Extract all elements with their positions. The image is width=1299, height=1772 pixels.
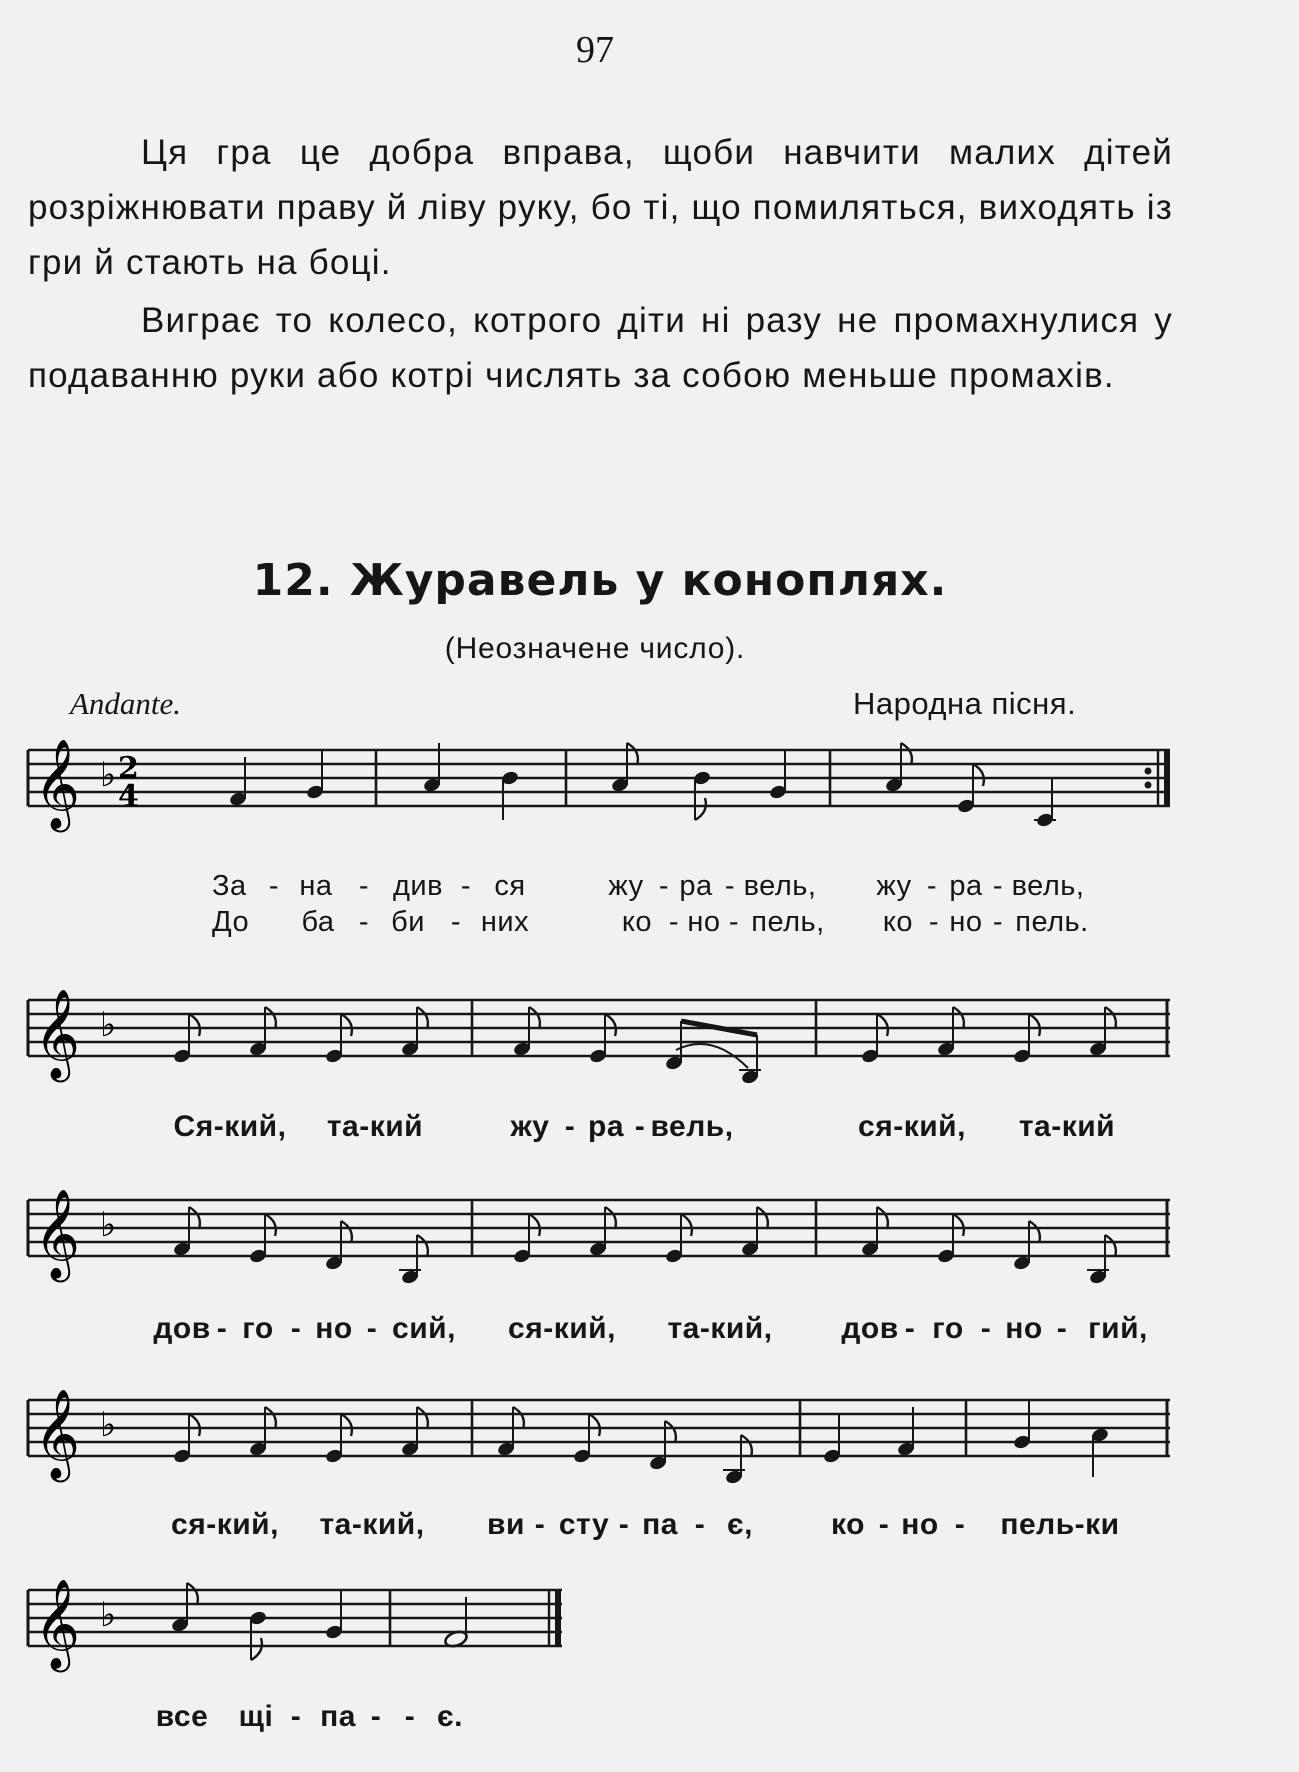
lyric-syllable: вель, <box>1011 870 1085 902</box>
staff-4 <box>0 1370 1299 1500</box>
lyric-syllable: ба <box>301 906 335 938</box>
paragraph-1: Ця гра це добра вправа, щоби навчити малих дітей розріжнювати праву й ліву руку, бо ті, що помиляться, виходять із гри й стають на боці. <box>28 133 1173 282</box>
notes-measure-2 <box>422 743 519 820</box>
lyric-syllable: та-кий <box>1018 1110 1116 1143</box>
lyric-hyphen: - <box>290 1312 302 1345</box>
notes-measure-2 <box>512 1007 761 1085</box>
lyric-hyphen: - <box>618 1508 630 1541</box>
lyric-syllable: сий, <box>392 1312 456 1345</box>
lyric-syllable: ра <box>587 1110 625 1143</box>
lyric-syllable: ра <box>679 870 713 902</box>
page-number: 97 <box>576 29 614 71</box>
lyric-hyphen: - <box>450 906 462 938</box>
lyric-syllable: та-кий, <box>667 1312 773 1345</box>
lyric-hyphen: - <box>980 1312 992 1345</box>
lyric-syllable: див <box>392 870 444 902</box>
lyric-hyphen: - <box>358 906 370 938</box>
lyric-syllable: сту <box>558 1508 610 1541</box>
treble-clef-icon: 𝄞 <box>34 1189 81 1279</box>
flat-sign-icon: ♭ <box>100 1205 117 1245</box>
lyric-hyphen: - <box>928 906 940 938</box>
lyric-hyphen: - <box>904 1312 916 1345</box>
lyric-syllable: жу <box>876 870 912 902</box>
lyric-syllable: вель, <box>650 1110 734 1143</box>
lyric-syllable: дов <box>153 1312 211 1345</box>
lyric-hyphen: - <box>992 906 1004 938</box>
treble-clef-icon: 𝄞 <box>34 1579 81 1669</box>
notes-measure-3 <box>610 743 787 820</box>
lyric-syllable: но <box>949 906 983 938</box>
treble-clef-icon: 𝄞 <box>34 1389 81 1479</box>
notes-measure-4 <box>1012 1400 1109 1477</box>
lyric-hyphen: - <box>564 1110 576 1143</box>
lyric-syllable: но <box>315 1312 353 1345</box>
lyric-hyphen: - <box>216 1312 228 1345</box>
lyric-hyphen: - <box>534 1508 546 1541</box>
lyric-hyphen: - <box>724 870 736 902</box>
lyric-hyphen: - <box>878 1508 890 1541</box>
notes-measure-4 <box>884 743 1056 828</box>
notes-measure-1 <box>170 1583 343 1660</box>
staff-5 <box>0 1560 1299 1690</box>
lyric-syllable: гий, <box>1088 1312 1148 1345</box>
lyric-syllable: них <box>480 906 530 938</box>
flat-sign-icon: ♭ <box>100 1005 117 1045</box>
staff-lines <box>28 750 1170 806</box>
lyric-hyphen: - <box>658 870 670 902</box>
lyric-syllable: За <box>212 870 247 902</box>
lyric-hyphen: - <box>634 1110 646 1143</box>
lyric-syllable: па <box>642 1508 678 1541</box>
lyric-syllable: го <box>242 1312 274 1345</box>
flat-sign-icon: ♭ <box>100 1595 117 1635</box>
lyric-hyphen: - <box>926 870 938 902</box>
notes-measure-1 <box>172 1207 427 1285</box>
lyric-syllable: все <box>155 1700 209 1733</box>
lyric-syllable: ся-кий, <box>508 1312 616 1345</box>
lyric-syllable: ко <box>882 906 914 938</box>
lyric-syllable: вель, <box>743 870 817 902</box>
lyric-hyphen: - <box>404 1700 416 1733</box>
song-subtitle: (Неозначене число). <box>444 632 746 665</box>
lyric-syllable: на <box>299 870 333 902</box>
flat-sign-icon: ♭ <box>100 1405 117 1445</box>
lyric-syllable: ра <box>949 870 983 902</box>
time-signature-top: 2 <box>118 751 139 786</box>
lyric-syllable: є, <box>727 1508 753 1541</box>
flat-sign-icon: ♭ <box>100 755 117 795</box>
staff-2 <box>0 970 1299 1100</box>
lyric-syllable: би <box>391 906 425 938</box>
lyric-hyphen: - <box>370 1700 382 1733</box>
lyric-hyphen: - <box>366 1312 378 1345</box>
lyric-syllable: пель, <box>751 906 825 938</box>
lyric-syllable: ся-кий, <box>171 1508 279 1541</box>
lyric-syllable: ви <box>487 1508 525 1541</box>
lyric-hyphen: - <box>728 906 740 938</box>
lyric-syllable: но <box>687 906 721 938</box>
lyric-syllable: дов <box>841 1312 899 1345</box>
lyric-syllable: го <box>932 1312 964 1345</box>
lyric-hyphen: - <box>290 1700 302 1733</box>
lyric-hyphen: - <box>268 870 280 902</box>
staff-1 <box>0 720 1299 850</box>
paragraph-2: Виграє то колесо, котрого діти ні разу не промахнулися у подаванню руки або котрі числять за собою меньше промахів. <box>28 301 1173 395</box>
notes-measure-3 <box>860 1207 1115 1285</box>
lyric-syllable: ко <box>831 1508 865 1541</box>
lyric-hyphen: - <box>358 870 370 902</box>
lyric-syllable: пель. <box>1015 906 1089 938</box>
lyric-syllable: та-кий <box>326 1110 424 1143</box>
treble-clef-icon: 𝄞 <box>34 739 81 829</box>
lyric-hyphen: - <box>1056 1312 1068 1345</box>
lyric-syllable: щі <box>238 1700 274 1733</box>
notes-measure-2 <box>496 1407 751 1485</box>
lyric-syllable: До <box>212 906 250 938</box>
lyric-syllable: жу <box>510 1110 550 1143</box>
lyric-syllable: пель-ки <box>1000 1508 1120 1541</box>
lyric-syllable: но <box>1005 1312 1043 1345</box>
lyric-hyphen: - <box>694 1508 706 1541</box>
lyric-hyphen: - <box>992 870 1004 902</box>
lyric-syllable: но <box>901 1508 939 1541</box>
lyric-syllable: жу <box>608 870 644 902</box>
lyric-syllable: є. <box>437 1700 463 1733</box>
lyric-syllable: ся-кий, <box>858 1110 966 1143</box>
lyric-syllable: ся <box>494 870 526 902</box>
song-title: 12. Журавель у коноплях. <box>252 555 948 606</box>
lyric-syllable: та-кий, <box>319 1508 425 1541</box>
lyric-hyphen: - <box>954 1508 966 1541</box>
song-source: Народна пісня. <box>853 686 1077 721</box>
lyric-syllable: па <box>320 1700 356 1733</box>
lyric-syllable: Ся-кий, <box>173 1110 287 1143</box>
lyric-syllable: ко <box>621 906 653 938</box>
lyric-hyphen: - <box>668 906 680 938</box>
staff-3 <box>0 1170 1299 1300</box>
tempo-marking: Andante. <box>70 686 182 721</box>
lyric-hyphen: - <box>460 870 472 902</box>
treble-clef-icon: 𝄞 <box>34 989 81 1079</box>
time-signature-bottom: 4 <box>118 779 139 814</box>
